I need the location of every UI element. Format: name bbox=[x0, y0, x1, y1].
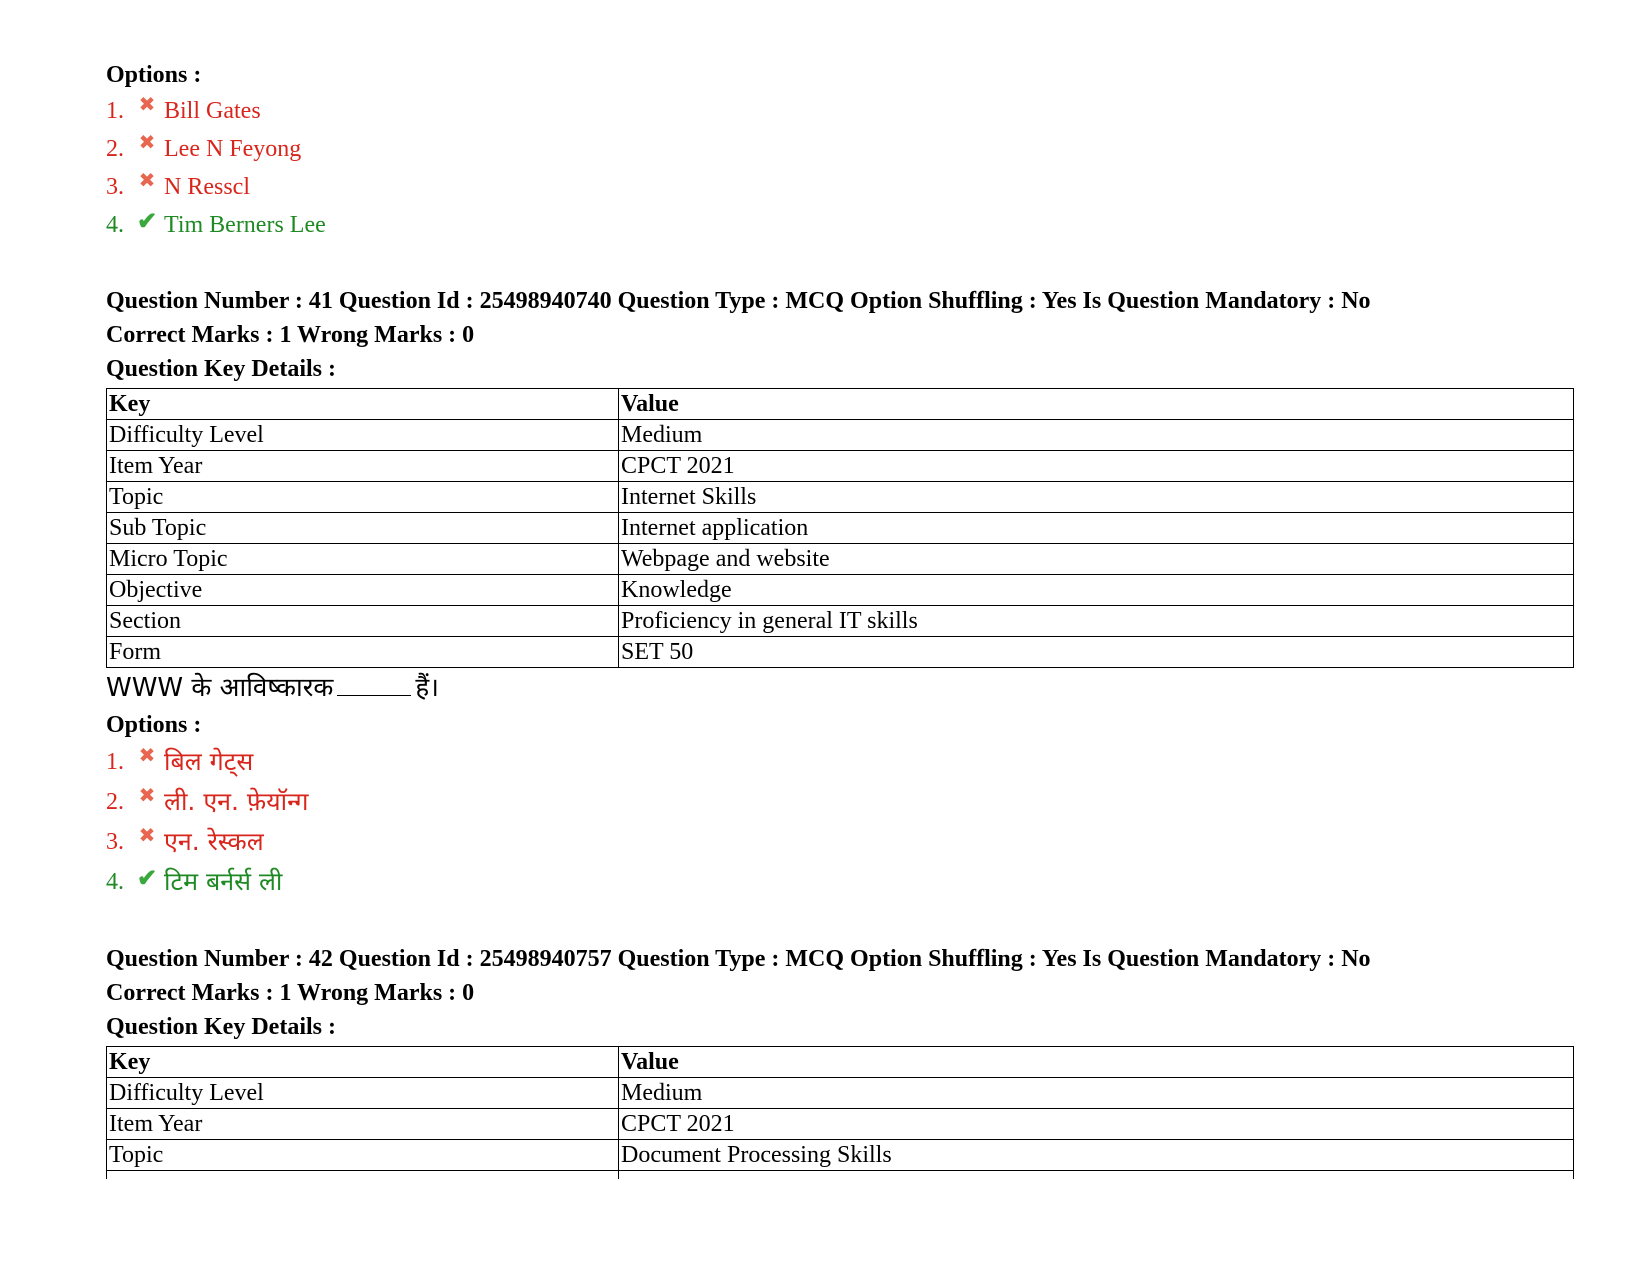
row-key: Sub Topic bbox=[107, 513, 619, 544]
option-item bbox=[106, 206, 1574, 244]
marks-line: Correct Marks : 1 Wrong Marks : 0 bbox=[106, 980, 475, 1006]
row-value: Medium bbox=[619, 1078, 1574, 1109]
table-header-value: Value bbox=[619, 389, 1574, 420]
table-row bbox=[107, 1078, 1574, 1109]
q41-options-list bbox=[106, 742, 1574, 902]
table-header-key: Key bbox=[107, 389, 619, 420]
option-number: 3. bbox=[106, 174, 124, 200]
row-value: CPCT 2021 bbox=[619, 451, 1574, 482]
option-item bbox=[106, 130, 1574, 168]
row-key: Section bbox=[107, 606, 619, 637]
table-row bbox=[107, 513, 1574, 544]
row-key: Difficulty Level bbox=[107, 420, 619, 451]
cross-mark-icon: ✖ bbox=[138, 94, 156, 116]
key-details-table bbox=[106, 388, 1574, 668]
row-key: Item Year bbox=[107, 1109, 619, 1140]
row-value: Document Processing Skills bbox=[619, 1140, 1574, 1171]
question-41-section bbox=[106, 284, 1574, 902]
key-details-label: Question Key Details : bbox=[106, 1014, 336, 1040]
row-value: SET 50 bbox=[619, 637, 1574, 668]
cross-mark-icon: ✖ bbox=[138, 785, 156, 807]
table-row bbox=[107, 482, 1574, 513]
row-key: Difficulty Level bbox=[107, 1078, 619, 1109]
table-continuation bbox=[106, 1171, 1574, 1179]
check-mark-icon: ✔ bbox=[136, 866, 158, 892]
question-text-after: हैं। bbox=[415, 673, 440, 703]
marks-line: Correct Marks : 1 Wrong Marks : 0 bbox=[106, 322, 475, 348]
key-details-table bbox=[106, 1046, 1574, 1171]
row-value: Webpage and website bbox=[619, 544, 1574, 575]
option-item bbox=[106, 822, 1574, 862]
table-row bbox=[107, 637, 1574, 668]
option-number: 2. bbox=[106, 136, 124, 162]
table-header-value: Value bbox=[619, 1047, 1574, 1078]
option-item bbox=[106, 168, 1574, 206]
table-row bbox=[107, 420, 1574, 451]
option-item bbox=[106, 862, 1574, 902]
row-value: Internet application bbox=[619, 513, 1574, 544]
option-text: N Resscl bbox=[164, 174, 250, 200]
option-text: एन. रेस्कल bbox=[164, 827, 264, 856]
question-42-section bbox=[106, 942, 1574, 1179]
option-number: 2. bbox=[106, 789, 124, 815]
document-page bbox=[106, 58, 1574, 1179]
options-label: Options : bbox=[106, 712, 202, 738]
option-item bbox=[106, 782, 1574, 822]
row-key: Micro Topic bbox=[107, 544, 619, 575]
column-divider bbox=[618, 1171, 619, 1179]
row-value: Knowledge bbox=[619, 575, 1574, 606]
table-header-row bbox=[107, 389, 1574, 420]
key-details-label: Question Key Details : bbox=[106, 356, 336, 382]
row-value: Internet Skills bbox=[619, 482, 1574, 513]
row-key: Topic bbox=[107, 1140, 619, 1171]
prev-options-list bbox=[106, 92, 1574, 244]
option-text: बिल गेट्स bbox=[164, 747, 254, 776]
question-text bbox=[106, 668, 1574, 708]
row-key: Item Year bbox=[107, 451, 619, 482]
option-text: Lee N Feyong bbox=[164, 136, 302, 162]
option-number: 4. bbox=[106, 869, 124, 895]
option-text: Tim Berners Lee bbox=[164, 212, 326, 238]
option-text: टिम बर्नर्स ली bbox=[164, 867, 283, 896]
table-row bbox=[107, 606, 1574, 637]
option-item bbox=[106, 92, 1574, 130]
table-row bbox=[107, 1140, 1574, 1171]
option-number: 1. bbox=[106, 749, 124, 775]
table-header-row bbox=[107, 1047, 1574, 1078]
option-number: 4. bbox=[106, 212, 124, 238]
cross-mark-icon: ✖ bbox=[138, 745, 156, 767]
table-row bbox=[107, 451, 1574, 482]
row-key: Topic bbox=[107, 482, 619, 513]
row-value: Proficiency in general IT skills bbox=[619, 606, 1574, 637]
cross-mark-icon: ✖ bbox=[138, 132, 156, 154]
prev-options-section bbox=[106, 58, 1574, 244]
row-value: Medium bbox=[619, 420, 1574, 451]
option-item bbox=[106, 742, 1574, 782]
question-header-line: Question Number : 41 Question Id : 25498940740 Question Type : MCQ Option Shuffling : Yes Is Question Mandatory : No bbox=[106, 288, 1371, 314]
cross-mark-icon: ✖ bbox=[138, 825, 156, 847]
table-row bbox=[107, 1109, 1574, 1140]
cross-mark-icon: ✖ bbox=[138, 170, 156, 192]
option-text: Bill Gates bbox=[164, 98, 261, 124]
option-number: 1. bbox=[106, 98, 124, 124]
option-number: 3. bbox=[106, 829, 124, 855]
table-row bbox=[107, 544, 1574, 575]
check-mark-icon: ✔ bbox=[136, 209, 158, 235]
question-text-before: WWW के आविष्कारक bbox=[106, 673, 334, 703]
table-header-key: Key bbox=[107, 1047, 619, 1078]
option-text: ली. एन. फ़ेयॉन्ग bbox=[164, 787, 309, 816]
question-header-line: Question Number : 42 Question Id : 25498940757 Question Type : MCQ Option Shuffling : Yes Is Question Mandatory : No bbox=[106, 946, 1371, 972]
answer-blank bbox=[337, 669, 411, 696]
row-value: CPCT 2021 bbox=[619, 1109, 1574, 1140]
row-key: Form bbox=[107, 637, 619, 668]
table-row bbox=[107, 575, 1574, 606]
row-key: Objective bbox=[107, 575, 619, 606]
options-label: Options : bbox=[106, 62, 202, 88]
